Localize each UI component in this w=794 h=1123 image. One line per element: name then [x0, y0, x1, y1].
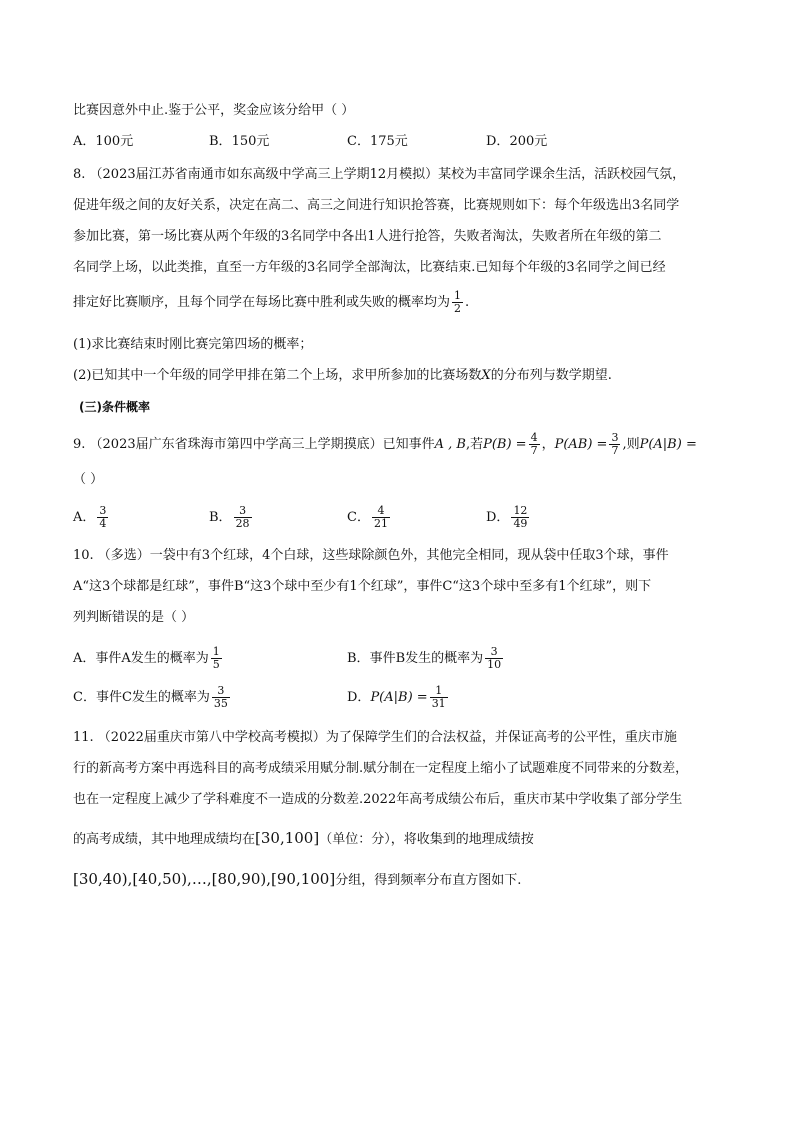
q8-sub-1: (1)求比赛结束时刚比赛完第四场的概率；: [73, 337, 313, 352]
q10-option-a: A．事件A发生的概率为 $\frac{1}{5}$: [73, 645, 220, 671]
q11-line-5: [30,40),[40,50),…,[80,90),[90,100]分组，得到频率分布直方图如下.: [73, 870, 522, 888]
q9-option-d: D． $\frac{12}{49}$: [486, 504, 528, 530]
q8-sub-2: (2)已知其中一个年级的同学甲排在第二个上场，求甲所参加的比赛场数X的分布列与数学期望.: [73, 368, 612, 383]
q7-option-a: A．100元: [73, 134, 134, 149]
q8-line-5: 排定好比赛顺序，且每个同学在每场比赛中胜利或失败的概率均为 $\frac{1}{2}$ .: [73, 289, 470, 315]
q9-option-a: A． $\frac{3}{4}$: [73, 504, 107, 530]
q11-line-4: 的高考成绩，其中地理成绩均在[30,100]（单位：分），将收集到的地理成绩按: [73, 829, 534, 847]
q9-line-1: 9. （2023届广东省珠海市第四中学高三上学期摸底）已知事件A , B,若P(B) = $\frac{4}{7}$ ，P(AB) = $\frac{3}{7}$ ,则P(A|B) =: [73, 431, 697, 457]
q8-line-4: 名同学上场，以此类推，直至一方年级的3名同学全部淘汰，比赛结束.已知每个年级的3名同学之间已经: [73, 260, 666, 275]
q7-option-b: B．150元: [209, 134, 270, 149]
q9-pab-fraction: $\frac{3}{7}$: [611, 431, 619, 457]
q10-option-b: B．事件B发生的概率为 $\frac{3}{10}$: [347, 645, 502, 671]
q11-line-1: 11. （2022届重庆市第八中学校高考模拟）为了保障学生们的合法权益，并保证高考的公平性，重庆市施: [73, 730, 677, 745]
section-heading: (三)条件概率: [79, 400, 150, 414]
q7-option-d: D．200元: [486, 134, 548, 149]
q11-line-2: 行的新高考方案中再选科目的高考成绩采用赋分制.赋分制在一定程度上缩小了试题难度不同带来的分数差，: [73, 761, 689, 776]
q10-line-2: A“这3个球都是红球”，事件B“这3个球中至少有1个红球”，事件C“这3个球中至多有1个红球”，则下: [73, 579, 652, 594]
q8-line-2: 促进年级之间的友好关系，决定在高二、高三之间进行知识抢答赛，比赛规则如下：每个年级选出3名同学: [73, 198, 680, 213]
q10-line-3: 列判断错误的是（ ）: [73, 610, 195, 625]
q10-line-1: 10. （多选）一袋中有3个红球，4个白球，这些球除颜色外，其他完全相同，现从袋中任取3个球，事件: [73, 548, 669, 563]
q11-line-3: 也在一定程度上减少了学科难度不一造成的分数差.2022年高考成绩公布后，重庆市某中学收集了部分学生: [73, 792, 683, 807]
q9-paren: （ ）: [73, 472, 104, 487]
q9-option-c: C． $\frac{4}{21}$: [347, 504, 388, 530]
q8-line-1: 8. （2023届江苏省南通市如东高级中学高三上学期12月模拟）某校为丰富同学课余生活，活跃校园气氛，: [73, 167, 686, 182]
q8-line-3: 参加比赛，第一场比赛从两个年级的3名同学中各出1人进行抢答，失败者淘汰，失败者所在年级的第二: [73, 229, 662, 244]
q9-option-b: B． $\frac{3}{28}$: [209, 504, 250, 530]
q10-option-c: C．事件C发生的概率为 $\frac{3}{35}$: [73, 684, 228, 710]
q8-fraction: $\frac{1}{2}$: [454, 289, 462, 315]
q7-tail: 比赛因意外中止.鉴于公平，奖金应该分给甲（ ）: [73, 103, 355, 118]
q7-option-c: C．175元: [347, 134, 408, 149]
q9-pb-fraction: $\frac{4}{7}$: [530, 431, 538, 457]
q10-option-d: D．P(A|B) = $\frac{1}{31}$: [347, 684, 446, 710]
